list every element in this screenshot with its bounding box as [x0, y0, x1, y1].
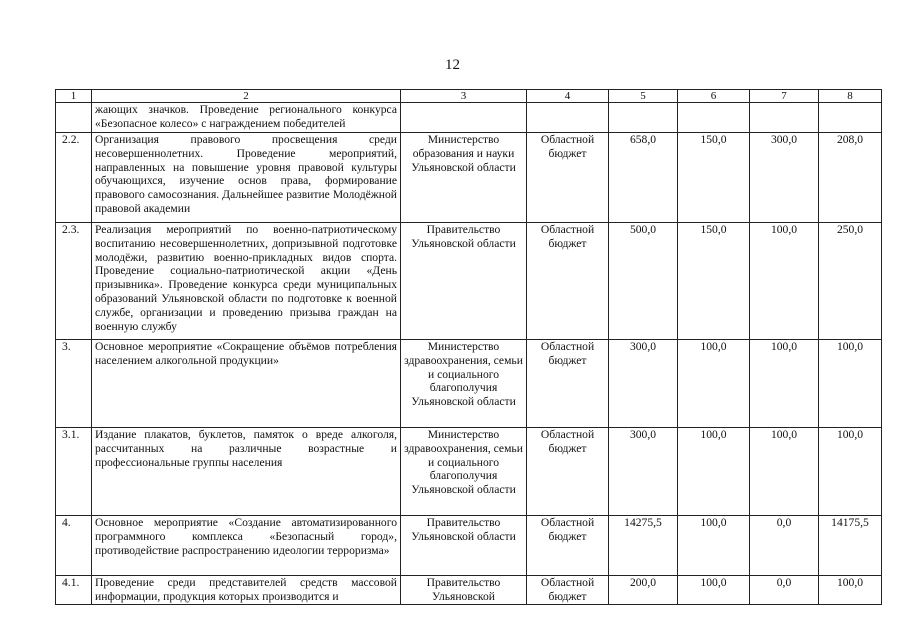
column-header: 5	[609, 90, 678, 103]
row-executor	[401, 103, 527, 133]
row-number: 2.3.	[56, 223, 92, 340]
column-header: 6	[678, 90, 750, 103]
row-funding-source: Областной бюджет	[527, 133, 609, 223]
row-description: Основное мероприятие «Сокращение объёмов потребления населением алкогольной продукции»	[92, 340, 401, 428]
column-header: 7	[750, 90, 819, 103]
row-amount-col7: 100,0	[750, 340, 819, 428]
row-number: 3.1.	[56, 428, 92, 516]
row-amount-col7: 0,0	[750, 516, 819, 576]
row-funding-source: Областной бюджет	[527, 428, 609, 516]
row-amount-col8: 208,0	[819, 133, 882, 223]
row-amount-col8: 14175,5	[819, 516, 882, 576]
row-funding-source	[527, 103, 609, 133]
row-amount-col6	[678, 103, 750, 133]
row-amount-col8: 100,0	[819, 428, 882, 516]
row-amount-col6: 150,0	[678, 133, 750, 223]
table-row	[56, 340, 882, 428]
table-row	[56, 516, 882, 576]
row-executor: Правительство Ульяновской	[401, 576, 527, 605]
row-amount-total	[609, 103, 678, 133]
row-amount-col6: 100,0	[678, 516, 750, 576]
row-funding-source: Областной бюджет	[527, 576, 609, 605]
column-header: 4	[527, 90, 609, 103]
row-number	[56, 103, 92, 133]
program-table	[55, 89, 882, 605]
row-amount-col7	[750, 103, 819, 133]
column-header: 8	[819, 90, 882, 103]
page-number: 12	[445, 57, 460, 73]
row-amount-col8	[819, 103, 882, 133]
row-number: 4.	[56, 516, 92, 576]
row-executor: Правительство Ульяновской области	[401, 223, 527, 340]
row-number: 4.1.	[56, 576, 92, 605]
row-amount-total: 300,0	[609, 428, 678, 516]
row-amount-total: 200,0	[609, 576, 678, 605]
row-amount-col7: 0,0	[750, 576, 819, 605]
row-executor: Правительство Ульяновской области	[401, 516, 527, 576]
row-description: Реализация мероприятий по военно-патриотическому воспитанию несовершеннолетних, допризывной подготовке молодёжи, развитию военно-прикладных видов спорта. Проведение социально-патриотической акции «День призывника». Проведение конкурса среди муниципальных образований Ульяновской области по подготовке к военной службе, организации и проведению призыва граждан на военную службу	[92, 223, 401, 340]
row-amount-total: 14275,5	[609, 516, 678, 576]
row-executor: Министерство здравоохранения, семьи и социального благополучия Ульяновской области	[401, 340, 527, 428]
table-row	[56, 103, 882, 133]
table-row	[56, 428, 882, 516]
row-amount-col7: 100,0	[750, 223, 819, 340]
row-amount-total: 500,0	[609, 223, 678, 340]
row-executor: Министерство здравоохранения, семьи и социального благополучия Ульяновской области	[401, 428, 527, 516]
row-amount-col8: 100,0	[819, 576, 882, 605]
table-row	[56, 133, 882, 223]
row-amount-col7: 300,0	[750, 133, 819, 223]
row-number: 2.2.	[56, 133, 92, 223]
row-description: Проведение среди представителей средств массовой информации, продукция которых производится и	[92, 576, 401, 605]
column-number-row	[56, 90, 882, 103]
row-description: Организация правового просвещения среди несовершеннолетних. Проведение мероприятий, направленных на повышение уровня правовой культуры обучающихся, изучение основ права, формирование правового самосознания. Дальнейшее развитие Молодёжной правовой академии	[92, 133, 401, 223]
row-funding-source: Областной бюджет	[527, 223, 609, 340]
row-amount-col7: 100,0	[750, 428, 819, 516]
row-amount-col6: 150,0	[678, 223, 750, 340]
row-executor: Министерство образования и науки Ульяновской области	[401, 133, 527, 223]
row-number: 3.	[56, 340, 92, 428]
row-amount-col8: 250,0	[819, 223, 882, 340]
column-header: 3	[401, 90, 527, 103]
row-amount-col6: 100,0	[678, 340, 750, 428]
row-description: жающих значков. Проведение регионального конкурса «Безопасное колесо» с награждением победителей	[92, 103, 401, 133]
table-row	[56, 576, 882, 605]
row-description: Основное мероприятие «Создание автоматизированного программного комплекса «Безопасный город», противодействие распространению идеологии терроризма»	[92, 516, 401, 576]
row-amount-total: 300,0	[609, 340, 678, 428]
row-funding-source: Областной бюджет	[527, 340, 609, 428]
row-amount-total: 658,0	[609, 133, 678, 223]
column-header: 2	[92, 90, 401, 103]
row-amount-col6: 100,0	[678, 576, 750, 605]
table-row	[56, 223, 882, 340]
row-amount-col8: 100,0	[819, 340, 882, 428]
column-header: 1	[56, 90, 92, 103]
row-description: Издание плакатов, буклетов, памяток о вреде алкоголя, рассчитанных на различные возрастные и профессиональные группы населения	[92, 428, 401, 516]
row-funding-source: Областной бюджет	[527, 516, 609, 576]
row-amount-col6: 100,0	[678, 428, 750, 516]
